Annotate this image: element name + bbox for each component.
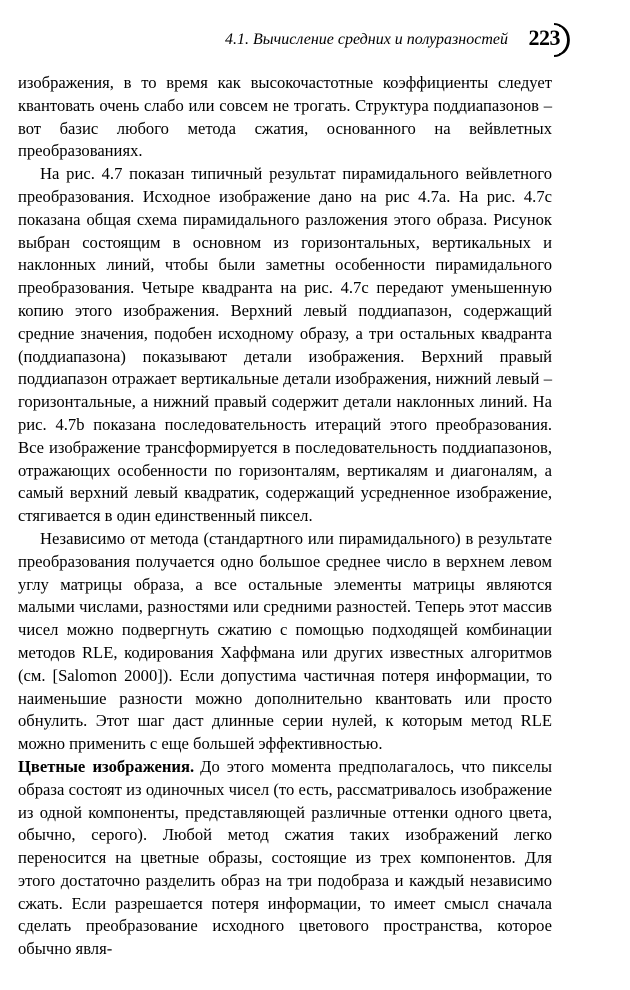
page-number-arcs-icon	[552, 20, 570, 60]
paragraph-pyramid-transform: На рис. 4.7 показан типичный результат пирамидального вейвлетного преобразования. Исходное изображение дано на рис 4.7a. На рис. 4.7c показана общая схема пирамидального разложения этого образа. Рисунок выбран состоящим в основном из горизонтальных, вертикальных и наклонных линий, чтобы были заметны особенности пирамидального преобразования. Четыре квадранта на рис. 4.7c передают уменьшенную копию этого изображения. Верхний левый поддиапазон, содержащий средние значения, подобен исходному образу, а три остальных квадранта (поддиапазона) показывают детали изображения. Верхний правый поддиапазон отражает вертикальные детали изображения, нижний левый – горизонтальные, а нижний правый содержит детали наклонных линий. На рис. 4.7b показана последовательность итераций этого преобразования. Все изображение трансформируется в последовательность поддиапазонов, отражающих особенности по горизонталям, вертикалям и диагоналям, а самый верхний левый квадратик, содержащий усредненное изображение, стягивается в один единственный пиксел.	[18, 164, 552, 526]
section-runin-title: Цветные изображения.	[18, 756, 195, 776]
body-text	[18, 72, 552, 961]
section-text: До этого момента предполагалось, что пикселы образа состоят из одиночных чисел (то есть, рассматривалось изображение из одной компоненты, представляющей различные оттенки одного цвета, обычно, серого). Любой метод сжатия таких изображений легко переносится на цветные образы, состоящие из трех компонентов. Для этого достаточно разделить образ на три подобраза и каждый независимо сжать. Если разрешается потеря информации, то имеет смысл сначала сделать преобразование исходного цветового пространства, которое обычно явля-	[18, 756, 552, 959]
running-head	[180, 20, 570, 60]
running-head-title: 4.1. Вычисление средних и полуразностей	[225, 31, 508, 48]
page-number: 223	[528, 25, 560, 50]
paragraph-compression: Независимо от метода (стандартного или пирамидального) в результате преобразования получается одно большое среднее число в верхнем левом углу матрицы образа, а все остальные элементы матрицы являются малыми числами, разностями или средними разностей. Теперь этот массив чисел можно подвергнуть сжатию с помощью подходящей комбинации методов RLE, кодирования Хаффмана или других известных алгоритмов (см. [Salomon 2000]). Если допустима частичная потеря информации, то наименьшие разности можно дополнительно квантовать или просто обнулить. Этот шаг даст длинные серии нулей, к которым метод RLE можно применить с еще большей эффективностью.	[18, 528, 552, 754]
paragraph-continuation: изображения, в то время как высокочастотные коэффициенты следует квантовать очень слабо или совсем не трогать. Структура поддиапазонов – вот базис любого метода сжатия, основанного на вейвлетных преобразованиях.	[18, 73, 552, 161]
section-color-images	[18, 756, 552, 961]
